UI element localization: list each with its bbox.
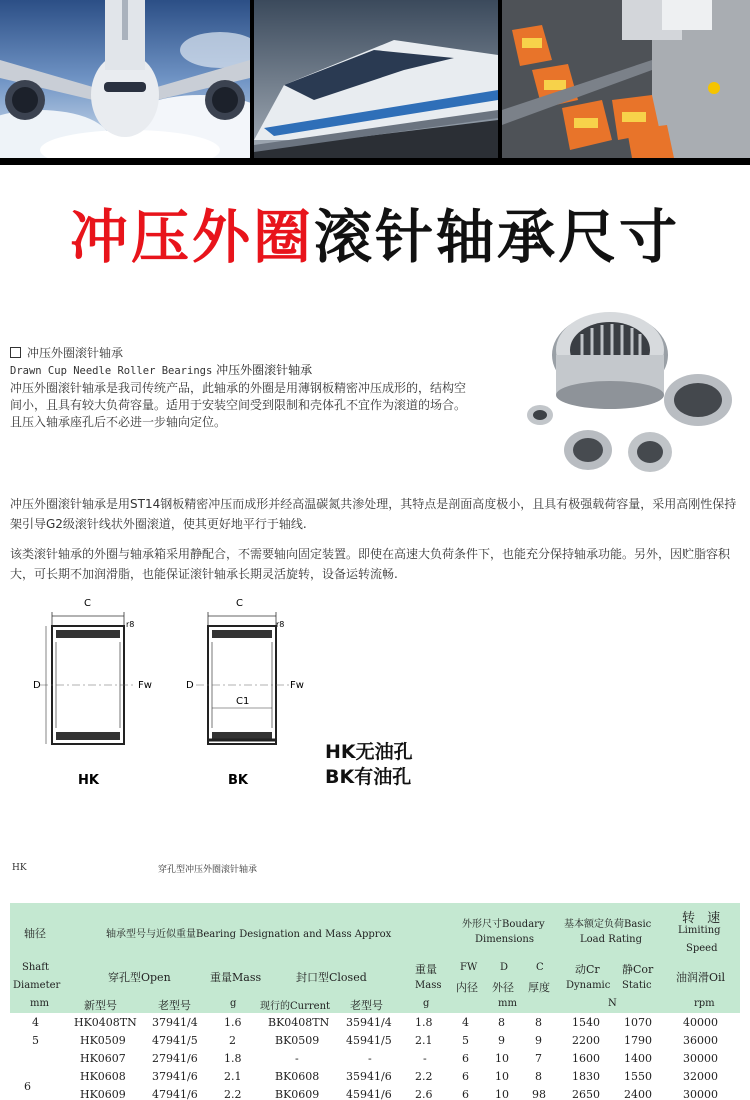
intro-line-3: 且压入轴承座孔后不必进一步轴向定位。 [10, 415, 227, 429]
header-dims-cn: 外形尺寸Boudary [462, 919, 545, 930]
header-g-2: g [423, 998, 430, 1009]
bullet-train-photo [254, 0, 498, 158]
spec-table-header [10, 903, 740, 1013]
header-mass-2-cn: 重量 [415, 963, 437, 976]
intro-block [10, 345, 520, 431]
factory-line-photo [502, 0, 750, 158]
intro-heading: 冲压外圈滚针轴承 [10, 345, 520, 362]
bk-cross-section-diagram [170, 590, 470, 795]
header-current: 现行的Current [260, 1001, 331, 1012]
header-fw: FW [460, 962, 478, 973]
header-shaft-en1: Shaft [22, 962, 49, 973]
header-cr: 动Cr [575, 963, 600, 976]
header-c-cn: 厚度 [528, 981, 550, 994]
dim-c1-label: C1 [236, 696, 250, 707]
dim-c-label: C [236, 598, 243, 609]
header-load-en: Load Rating [580, 934, 642, 945]
header-d-cn: 外径 [492, 981, 514, 994]
legend-hk: HK无油孔 [325, 741, 413, 763]
header-closed: 封口型Closed [296, 971, 367, 984]
description-paragraph-2: 该类滚针轴承的外圈与轴承箱采用静配合，不需要轴向固定装置。即使在高速大负荷条件下，也能充分保持轴承功能。另外，因贮脂容积大，可长期不加润滑脂，也能保证滚针轴承长期灵活旋转，设备运转流畅. [10, 547, 731, 581]
header-oil: 油润滑Oil [676, 971, 726, 984]
airplane-photo [0, 0, 250, 158]
series-caption: 穿孔型冲压外圈滚针轴承 [158, 865, 258, 875]
header-old-model: 老型号 [158, 999, 191, 1012]
spec-table [10, 903, 740, 1100]
header-rpm: rpm [694, 998, 715, 1009]
title-black-part: 滚针轴承尺寸 [314, 203, 681, 271]
header-new-model: 新型号 [84, 999, 117, 1012]
hero-photo-strip [0, 0, 750, 165]
dim-fw-label: Fw [290, 680, 304, 691]
dim-r-label: r8 [126, 620, 135, 629]
header-n: N [608, 998, 617, 1009]
header-speed-cn: 转 速 [682, 911, 725, 926]
table-row: HK0609 47941/6 2.2 BK0609 45941/6 2.6 6 10 98 2650 2400 30000 [80, 1088, 718, 1100]
intro-english-line: Drawn Cup Needle Roller Bearings 冲压外圈滚针轴承 [10, 363, 313, 377]
header-fw-cn: 内径 [456, 981, 478, 994]
header-load-cn: 基本额定负荷Basic [564, 919, 652, 930]
dim-c-label: C [84, 598, 91, 609]
bearings-product-photo [520, 300, 750, 480]
header-g-1: g [230, 998, 237, 1009]
hk-diagram-label: HK [78, 773, 99, 788]
title-red-part: 冲压外圈 [69, 203, 314, 271]
header-old-model-2: 老型号 [350, 999, 383, 1012]
header-cor: 静Cor [622, 963, 654, 976]
header-d: D [500, 962, 509, 973]
table-row: HK0608 37941/6 2.1 BK0608 35941/6 2.2 6 10 8 1830 1550 32000 [80, 1070, 718, 1083]
header-mm-2: mm [498, 998, 517, 1009]
bk-diagram-label: BK [228, 773, 248, 788]
header-cor-en: Static [622, 980, 652, 991]
shaft-6-merged-cell: 6 [24, 1080, 31, 1093]
header-designation: 轴承型号与近似重量Bearing Designation and Mass Approx [106, 929, 392, 940]
header-shaft-en2: Diameter [13, 980, 61, 991]
dim-d-label: D [33, 680, 41, 691]
dim-fw-label: Fw [138, 680, 152, 691]
header-speed-en2: Speed [686, 943, 718, 954]
header-speed-en1: Limiting [678, 925, 721, 936]
dim-r-label: r8 [276, 620, 285, 629]
header-c: C [536, 962, 544, 973]
header-cr-en: Dynamic [566, 980, 611, 991]
table-row: 4 HK0408TN 37941/4 1.6 BK0408TN 35941/4 1.8 4 8 8 1540 1070 40000 [32, 1016, 718, 1029]
intro-line-2: 间小，且具有较大负荷容量。适用于安装空间受到限制和壳体孔不宜作为滚道的场合。 [10, 398, 467, 412]
description-paragraph-1: 冲压外圈滚针轴承是用ST14钢板精密冲压而成形并经高温碳氮共渗处理，其特点是剖面高度极小，且具有极强载荷容量，采用高刚性保持架引导G2级滚针线状外圈滚道，使其更好地平行于轴线. [10, 497, 737, 531]
legend-bk: BK有油孔 [325, 766, 412, 788]
intro-line-1: 冲压外圈滚针轴承是我司传统产品，此轴承的外圈是用薄钢板精密冲压成形的，结构空 [10, 381, 467, 395]
header-mm: mm [30, 998, 49, 1009]
table-row: 5 HK0509 47941/5 2 BK0509 45941/5 2.1 5 9 9 2200 1790 36000 [32, 1034, 718, 1047]
oil-hole-legend [325, 740, 413, 790]
header-mass-1: 重量Mass [210, 971, 262, 984]
dim-d-label: D [186, 680, 194, 691]
series-tag: HK [12, 863, 27, 873]
header-shaft-cn: 轴径 [24, 927, 46, 940]
page-title [0, 190, 750, 274]
header-open: 穿孔型Open [108, 971, 171, 984]
header-mass-2-en: Mass [415, 980, 442, 991]
header-dims-en: Dimensions [475, 934, 534, 945]
table-row: HK0607 27941/6 1.8 - - - 6 10 7 1600 1400 30000 [80, 1052, 718, 1065]
checkbox-square-icon [10, 347, 21, 358]
